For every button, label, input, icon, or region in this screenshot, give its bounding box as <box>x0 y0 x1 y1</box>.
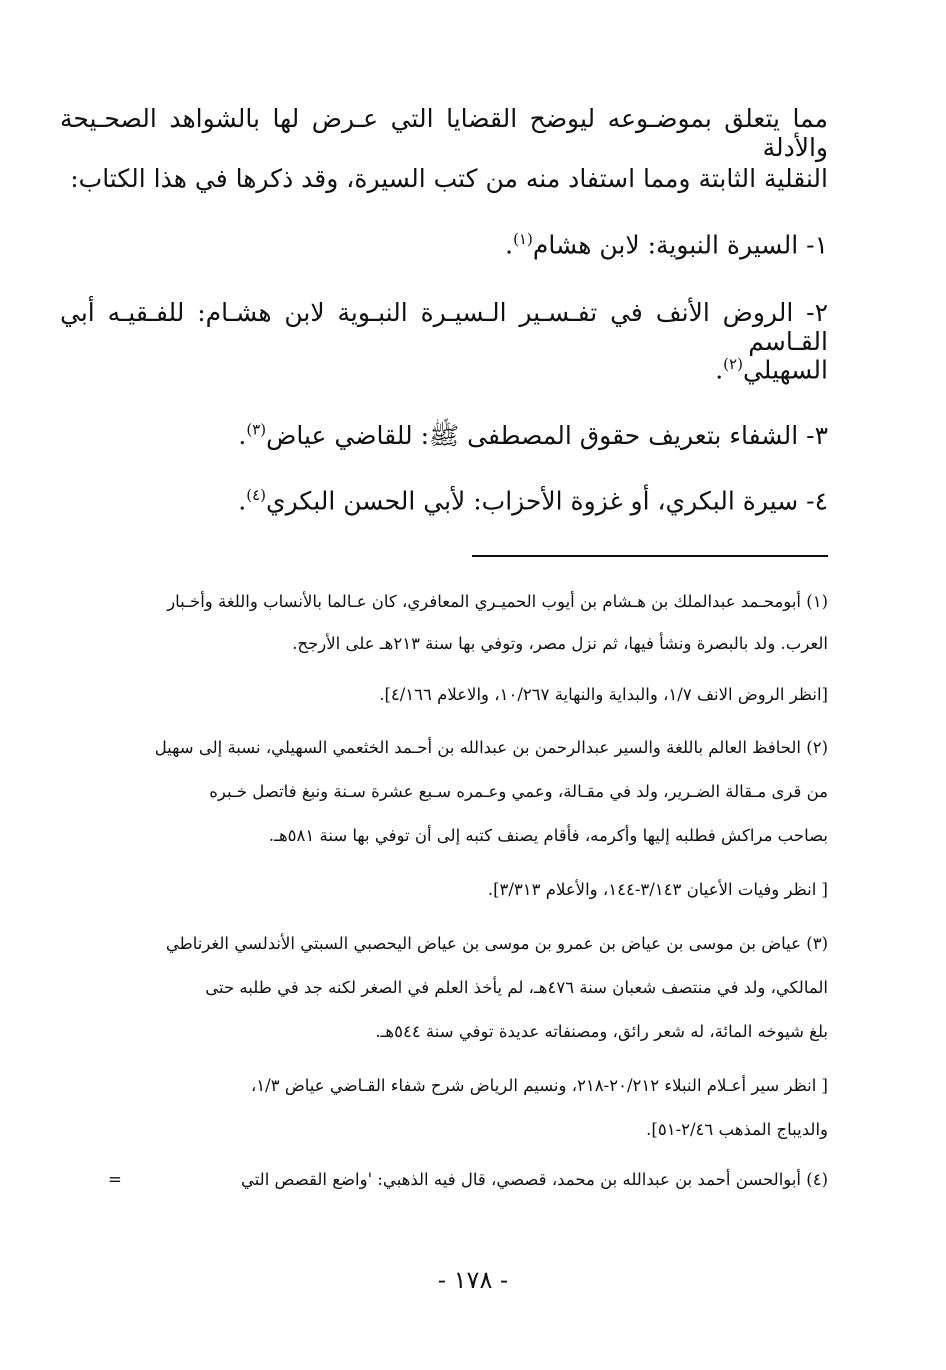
list-item-3 <box>238 420 828 457</box>
footnote-3-reference-2: والديباج المذهب ٢/٤٦-٥١]. <box>646 1120 828 1139</box>
list-item-2: ٢- الروض الأنف في تفـسـير الـسيـرة النبـوية لابن هشـام: للفـقيـه أبي القـاسم <box>60 298 828 356</box>
item-end: . <box>238 486 247 516</box>
footnote-1-line-2: العرب. ولد بالبصرة ونشأ فيها، ثم نزل مصر، وتوفي بها سنة ٢١٣هـ على الأرجح. <box>292 634 828 653</box>
list-item-text: ٣- الشفاء بتعريف حقوق المصطفى ﷺ: للقاضي عياض <box>266 421 828 450</box>
footnote-marker: (٤) <box>246 486 267 504</box>
footnote-2-line-1: (٢) الحافظ العالم باللغة والسير عبدالرحمن بن عبدالله بن أحـمد الخثعمي السهيلي، نسبة إلى سهيل <box>154 738 828 757</box>
footnote-separator <box>472 555 828 557</box>
continuation-mark: = <box>108 1170 122 1189</box>
intro-line-1: مما يتعلق بموضـوعه ليوضح القضايا التي عـرض لها بالشواهد الصحـيحة والأدلة <box>60 104 828 162</box>
footnote-3-reference-1: [ انظر سير أعـلام النبلاء ٢٠/٢١٢-٢١٨، ونسيم الرياض شرح شفاء القـاضي عياض ١/٣، <box>250 1076 828 1095</box>
list-item-2-cont <box>715 355 828 384</box>
list-item-text: ٤- سيرة البكري، أو غزوة الأحزاب: لأبي الحسن البكري <box>266 486 828 516</box>
footnote-2-line-3: بصاحب مراكش فطلبه إليها وأكرمه، فأقام يصنف كتبه إلى أن توفي بها سنة ٥٨١هـ. <box>268 826 828 845</box>
footnote-2-reference: [ انظر وفيات الأعيان ٣/١٤٣-١٤٤، والأعلام ٣/٣١٣]. <box>487 880 828 899</box>
footnote-1-line-1: (١) أبومحـمد عبدالملك بن هـشام بن أيوب الحميـري المعافري، كان عـالما بالأنساب واللغة وأخـبار <box>167 592 828 611</box>
footnote-2-line-2: من قرى مـقالة الضـرير، ولد في مقـالة، وعمي وعـمره سـبع عشرة سـنة ونبغ فاتصل خـبره <box>209 782 828 801</box>
footnote-3-line-3: بلغ شيوخه المائة، له شعر رائق، ومصنفاته عديدة توفي سنة ٥٤٤هـ. <box>375 1022 828 1041</box>
list-item-4 <box>238 486 828 515</box>
footnote-3-line-2: المالكي، ولد في منتصف شعبان سنة ٤٧٦هـ، لم يأخذ العلم في الصغر لكنه جد في طلبه حتى <box>205 978 828 997</box>
footnote-marker: (٣) <box>246 420 267 439</box>
item-end: . <box>238 421 247 450</box>
item-end: . <box>505 230 514 260</box>
footnote-1-reference: [انظر الروض الانف ١/٧، والبداية والنهاية ١٠/٢٦٧، والاعلام ٤/١٦٦]. <box>379 685 828 704</box>
page-number: - ١٧٨ - <box>437 1266 509 1294</box>
footnote-marker: (١) <box>513 230 533 248</box>
list-item-text: ١- السيرة النبوية: لابن هشام <box>532 230 828 260</box>
list-item-text: السهيلي <box>742 355 828 385</box>
footnote-marker: (٢) <box>723 355 743 373</box>
list-item-1 <box>505 230 828 259</box>
footnote-3-line-1: (٣) عياض بن موسى بن عياض بن عمرو بن موسى بن عياض اليحصبي السبتي الأندلسي الغرناطي <box>165 934 828 953</box>
footnote-4-line-1: (٤) أبوالحسن أحمد بن عبدالله بن محمد، قصصي، قال فيه الذهبي: 'واضع القصص التي <box>240 1170 828 1189</box>
item-end: . <box>715 355 724 385</box>
intro-line-2: النقلية الثابتة ومما استفاد منه من كتب السيرة، وقد ذكرها في هذا الكتاب: <box>70 164 828 193</box>
